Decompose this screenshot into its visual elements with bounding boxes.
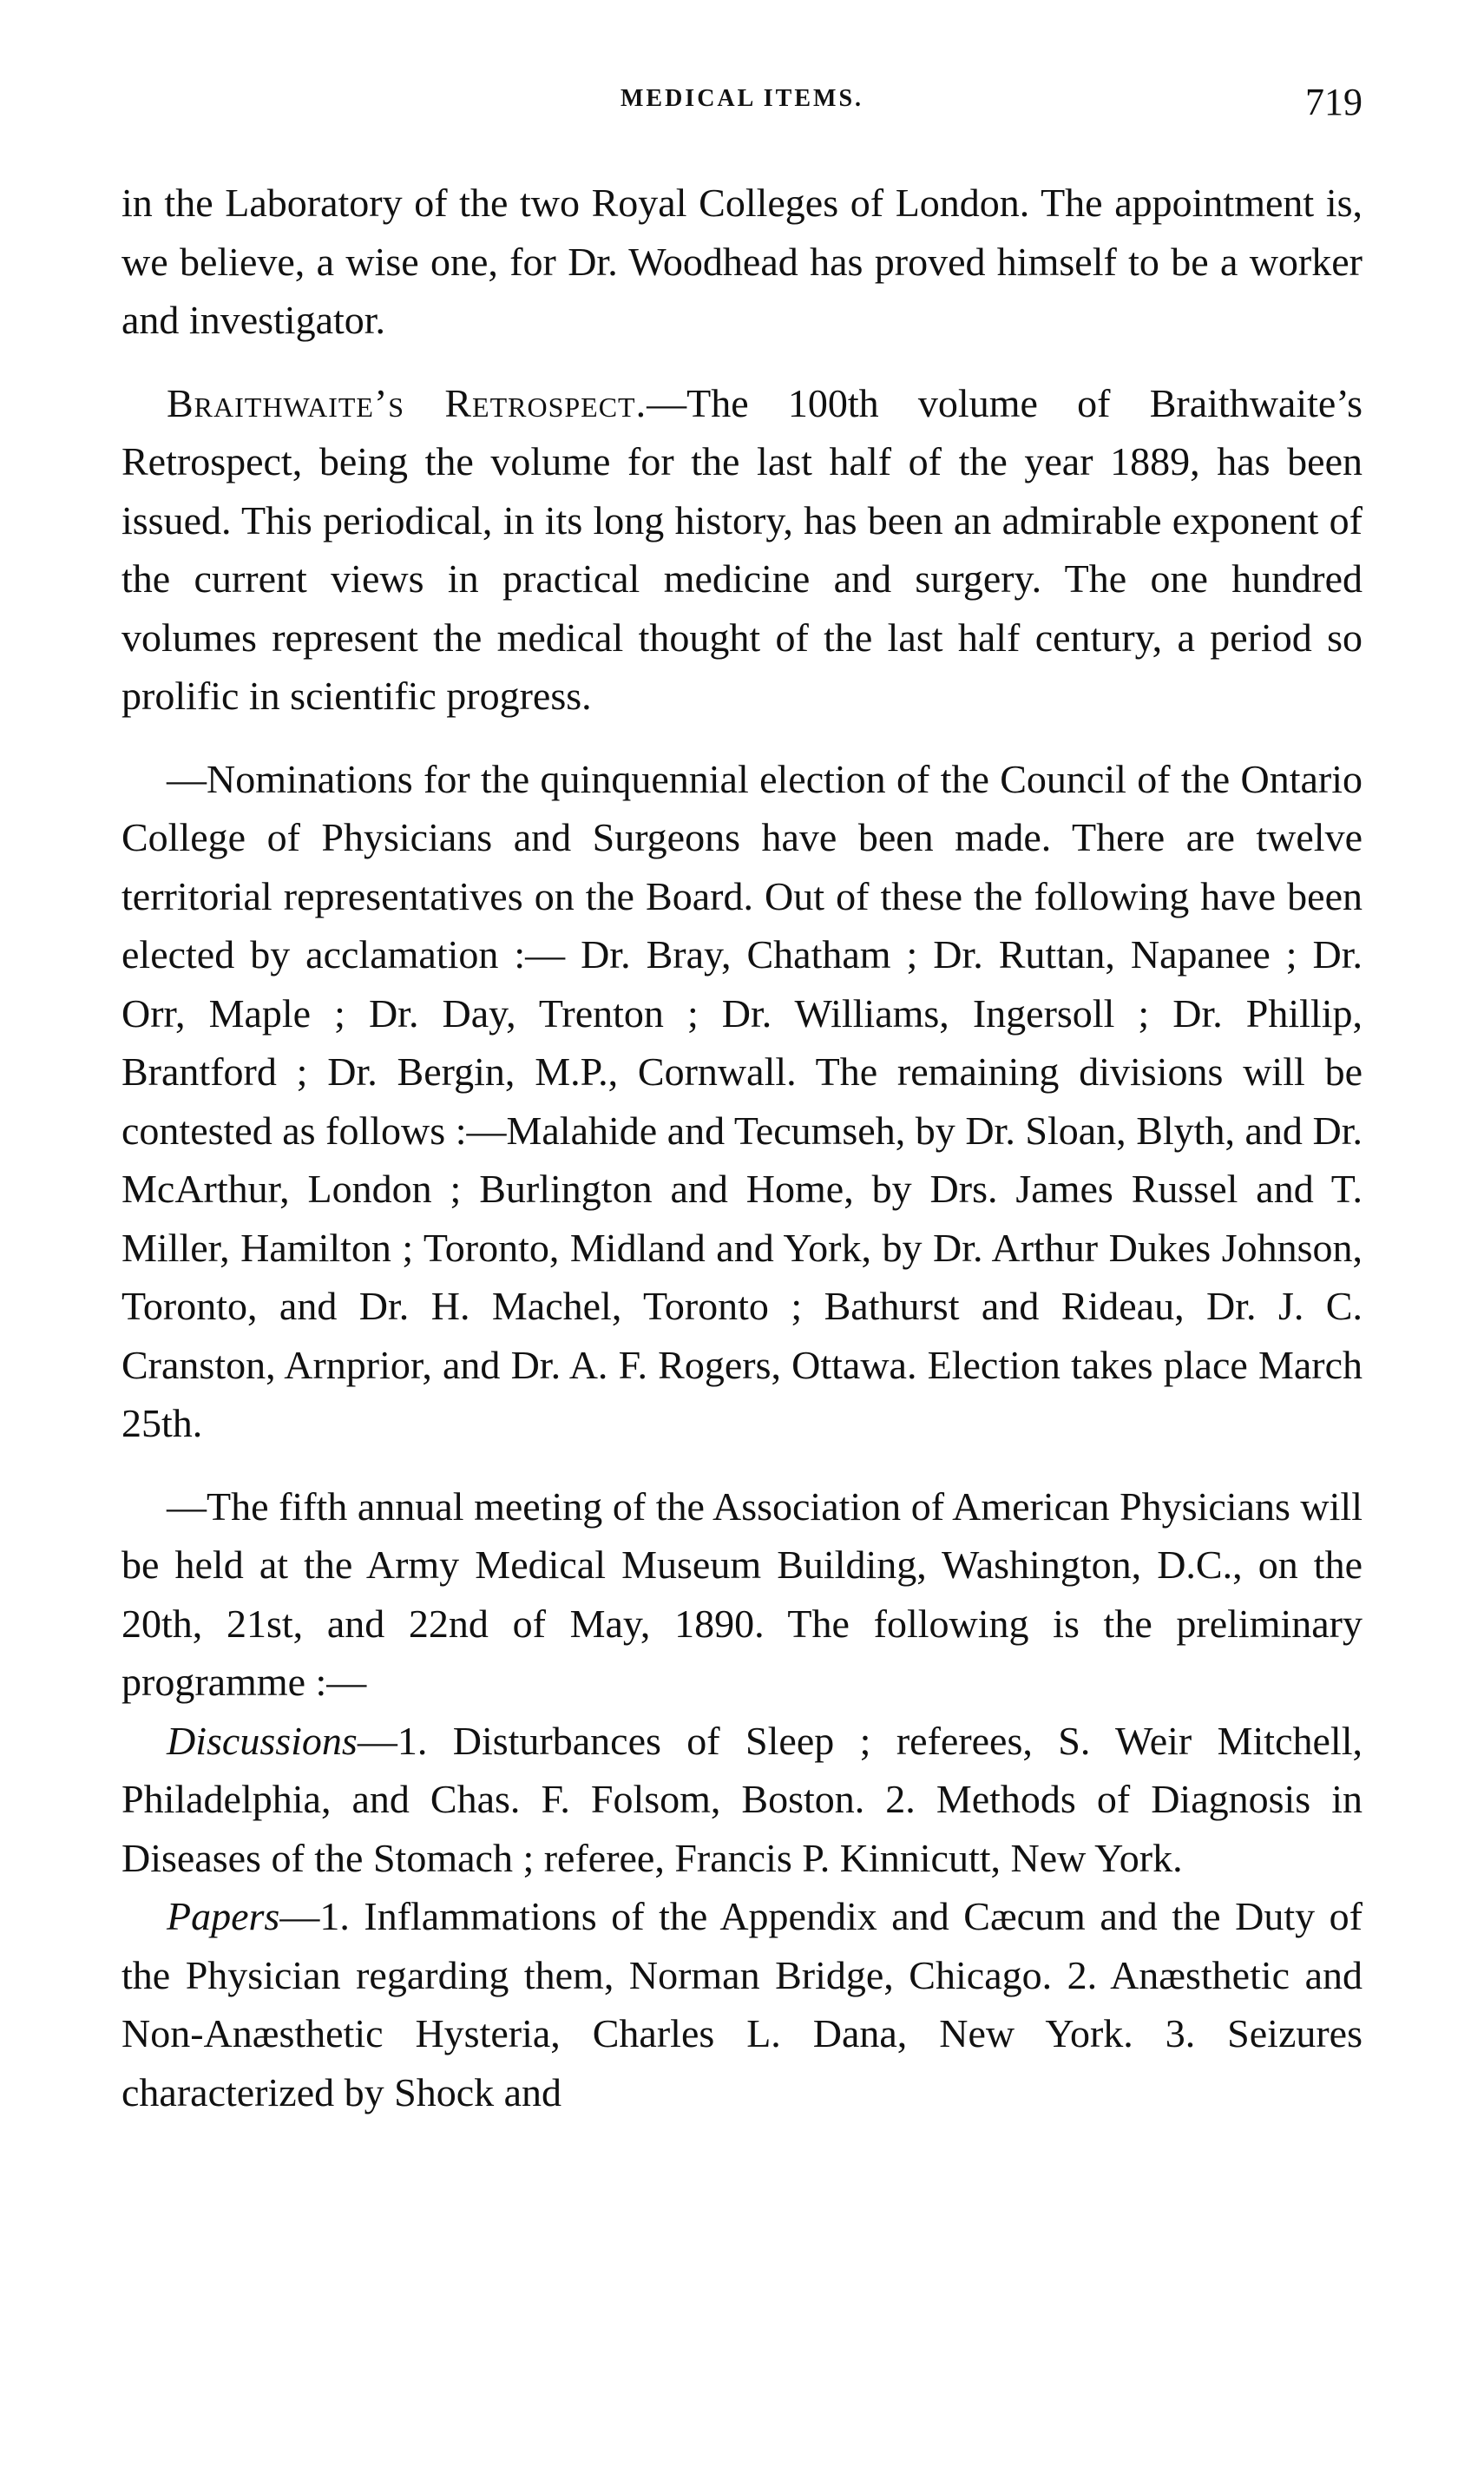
paragraph-papers	[121, 1887, 1363, 2121]
paragraph-association-meeting: —The fifth annual meeting of the Association of American Physicians will be held at the Army Medical Museum Building, Washington, D.C., on the 20th, 21st, and 22nd of May, 1890. The following is the preliminary programme :—	[121, 1483, 1363, 1704]
page-header	[121, 81, 1363, 137]
paragraph-laboratory-appointment: in the Laboratory of the two Royal Colleges of London. The appointment is, we believe, a wise one, for Dr. Woodhead has proved himself to be a worker and investigator.	[121, 181, 1363, 342]
page-number: 719	[1305, 81, 1363, 123]
paragraph-braithwaite-retrospect	[121, 374, 1363, 726]
paragraph-council-nominations: —Nominations for the quinquennial election of the Council of the Ontario College of Physicians and Surgeons have been made. There are twelve territorial representatives on the Board. Out of these the following have been elected by acclamation :— Dr. Bray, Chatham ; Dr. Ruttan, Napanee ; Dr. Orr, Maple ; Dr. Day, Trenton ; Dr. Williams, Ingersoll ; Dr. Phillip, Brantford ; Dr. Bergin, M.P., Cornwall. The remaining divisions will be contested as follows :—Malahide and Tecumseh, by Dr. Sloan, Blyth, and Dr. McArthur, London ; Burlington and Home, by Drs. James Russel and T. Miller, Hamilton ; Toronto, Midland and York, by Dr. Arthur Dukes Johnson, Toronto, and Dr. H. Machel, Toronto ; Bathurst and Rideau, Dr. J. C. Cranston, Arnprior, and Dr. A. F. Rogers, Ottawa. Election takes place March 25th.	[121, 756, 1363, 1445]
running-head: MEDICAL ITEMS.	[620, 85, 864, 112]
papers-label: Papers	[167, 1894, 280, 1938]
discussions-body: —1. Disturbances of Sleep ; referees, S. Weir Mitchell, Philadelphia, and Chas. F. Folsom, Boston. 2. Methods of Diagnosis in Diseases of the Stomach ; referee, Francis P. Kinnicutt, New York.	[121, 1718, 1363, 1880]
paragraph-discussions	[121, 1712, 1363, 1888]
article-body	[121, 174, 1363, 2121]
section-heading-braithwaite: Braithwaite’s Retrospect.	[167, 380, 647, 425]
discussions-label: Discussions	[167, 1718, 358, 1763]
paragraph-braithwaite-body: —The 100th volume of Braithwaite’s Retrospect, being the volume for the last half of the year 1889, has been issued. This periodical, in its long history, has been an admirable exponent of the current views in practical medicine and surgery. The one hundred volumes represent the medical thought of the last half century, a period so prolific in scientific progress.	[121, 380, 1363, 718]
papers-body: —1. Inflammations of the Appendix and Cæcum and the Duty of the Physician regarding them, Norman Bridge, Chicago. 2. Anæsthetic and Non-Anæsthetic Hysteria, Charles L. Dana, New York. 3. Seizures characterized by Shock and	[121, 1894, 1363, 2114]
